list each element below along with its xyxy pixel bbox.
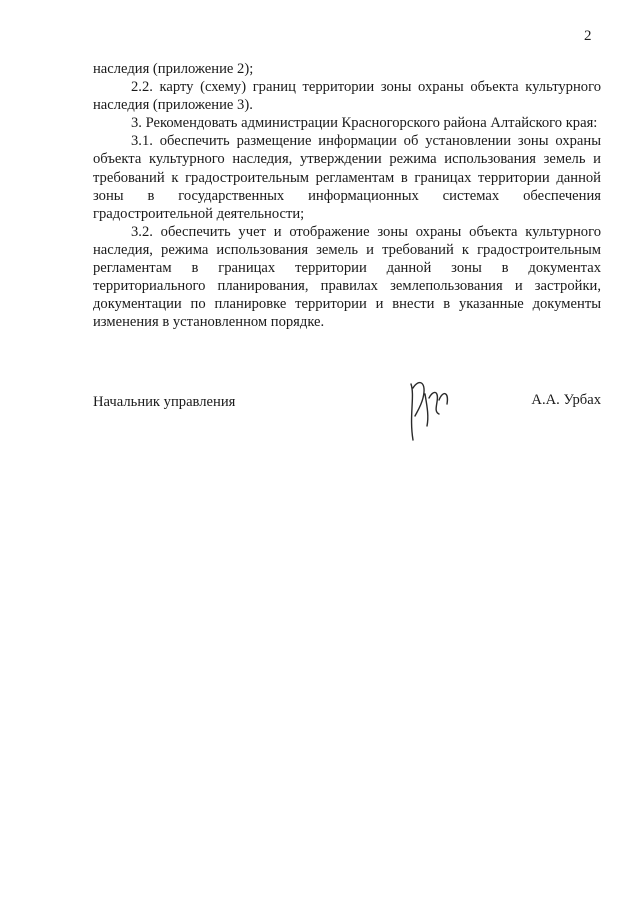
signatory-position: Начальник управления (93, 394, 236, 410)
signatory-name: А.А. Урбах (531, 392, 601, 408)
paragraph-3: 3. Рекомендовать администрации Красногорского района Алтайского края: (131, 115, 598, 132)
document-body (93, 60, 601, 331)
handwritten-signature-icon (405, 376, 455, 448)
signature-block (93, 388, 601, 448)
paragraph-3-1: 3.1. обеспечить размещение информации об установлении зоны охраны объекта культурного наследия, утверждении режима использования земель и требований к градостроительным регламентам в границах территории данной зоны в государственных информационных системах обеспечения градостроительной деятельности; (93, 133, 601, 222)
paragraph-continuation: наследия (приложение 2); (93, 61, 254, 77)
paragraph-2-2: 2.2. карту (схему) границ территории зоны охраны объекта культурного наследия (приложение 3). (93, 79, 601, 114)
paragraph-3-2: 3.2. обеспечить учет и отображение зоны охраны объекта культурного наследия, режима использования земель и требований к градостроительным регламентам в границах территории данной зоны в документах территориального планирования, правилах землепользования и застройки, документации по планировке территории и внести в указанные документы изменения в установленном порядке. (93, 223, 601, 331)
page-number: 2 (584, 28, 592, 44)
